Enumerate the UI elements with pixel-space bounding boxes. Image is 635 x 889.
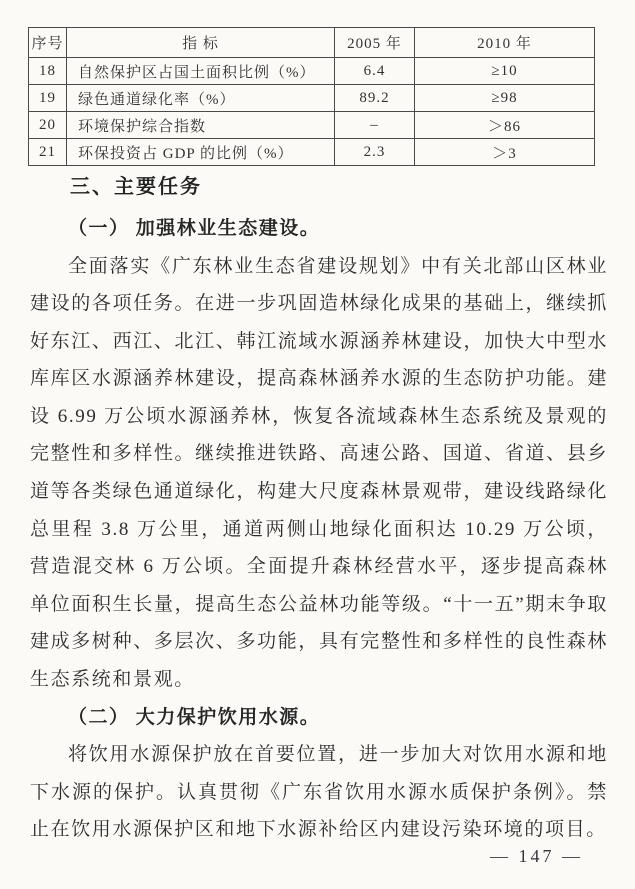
cell-serial: 18 [29, 58, 67, 85]
cell-indicator: 自然保护区占国土面积比例（%） [67, 58, 335, 85]
cell-2010: ＞3 [415, 139, 595, 166]
paragraph-1: 全面落实《广东林业生态省建设规划》中有关北部山区林业建设的各项任务。在进一步巩固造林绿化成果的基础上，继续抓好东江、西江、北江、韩江流域水源涵养林建设，加快大中型水库库区水源涵养林建设，提高森林涵养水源的生态防护功能。建设 6.99 万公顷水源涵养林，恢复各流域森林生态系统及景观的完整性和多样性。继续推进铁路、高速公路、国道、省道、县乡道等各类绿色通道绿化，构建大尺度森林景观带，建设线路绿化总里程 3.8 万公里，通道两侧山地绿化面积达 10.29 万公顷，营造混交林 6 万公顷。全面提升森林经营水平，逐步提高森林单位面积生长量，提高生态公益林功能等级。“十一五”期末争取建成多树种、多层次、多功能，具有完整性和多样性的良性森林生态系统和景观。 [30, 255, 608, 691]
cell-serial: 20 [29, 112, 67, 139]
cell-2005: – [335, 112, 415, 139]
table-row [29, 112, 595, 139]
indicators-table [28, 27, 595, 166]
cell-2005: 89.2 [335, 85, 415, 112]
paragraph-2: 将饮用水源保护放在首要位置，进一步加大对饮用水源和地下水源的保护。认真贯彻《广东省饮用水源水质保护条例》。禁止在饮用水源保护区和地下水源补给区内建设污染环境的项目。 [30, 744, 608, 841]
page-number: — 147 — [490, 846, 583, 866]
section-heading: 三、主要任务 [70, 176, 202, 198]
cell-serial: 19 [29, 85, 67, 112]
subsection-1-heading: （一） 加强林业生态建设。 [68, 218, 321, 239]
document-body [30, 172, 608, 849]
cell-2010: ＞86 [415, 112, 595, 139]
cell-indicator: 环保投资占 GDP 的比例（%） [67, 139, 335, 166]
col-header-serial: 序号 [29, 28, 67, 58]
cell-2010: ≥98 [415, 85, 595, 112]
table-row [29, 58, 595, 85]
cell-2005: 6.4 [335, 58, 415, 85]
col-header-2010: 2010 年 [415, 28, 595, 58]
cell-2005: 2.3 [335, 139, 415, 166]
col-header-indicator: 指 标 [67, 28, 335, 58]
subsection-2-heading: （二） 大力保护饮用水源。 [68, 706, 321, 728]
table-header-row [29, 28, 595, 58]
table-row [29, 85, 595, 112]
cell-serial: 21 [29, 139, 67, 166]
cell-indicator: 绿色通道绿化率（%） [67, 85, 335, 112]
table-row [29, 139, 595, 166]
col-header-2005: 2005 年 [335, 28, 415, 58]
cell-indicator: 环境保护综合指数 [67, 112, 335, 139]
cell-2010: ≥10 [415, 58, 595, 85]
